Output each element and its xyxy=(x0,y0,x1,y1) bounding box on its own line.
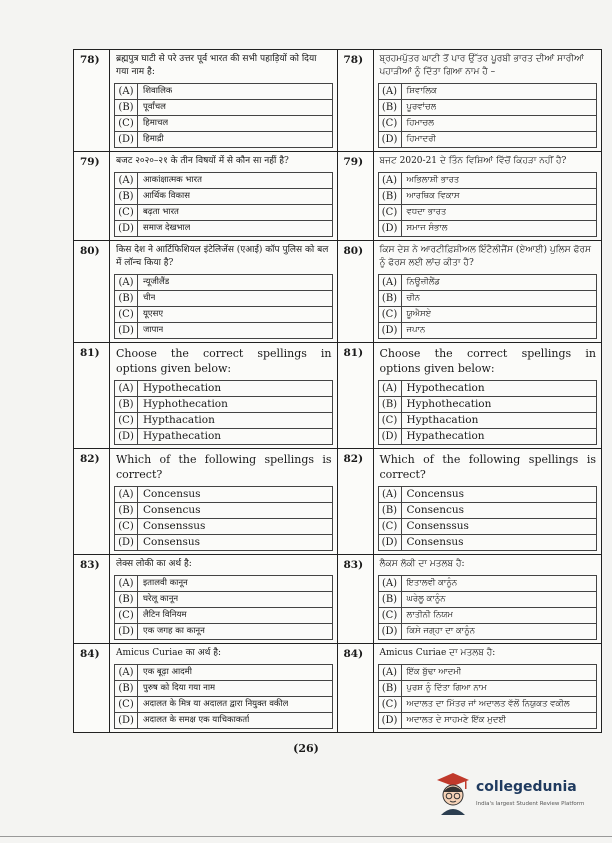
option-row xyxy=(378,189,598,205)
option-label: (B) xyxy=(115,291,138,306)
option-row xyxy=(114,413,333,429)
option-row xyxy=(114,519,333,535)
option-text: ਅਭਿਲਾਸ਼ੀ ਭਾਰਤ xyxy=(406,175,460,185)
option-row xyxy=(114,100,333,116)
question-text: किस देश ने आर्टिफिशियल इंटेलिजेंस (एआई) कॉप पुलिस को बल में लॉन्च किया है? xyxy=(116,245,329,268)
question-row xyxy=(74,343,601,449)
option-text: Hypathecation xyxy=(406,430,485,442)
option-text: Hypothecation xyxy=(406,382,485,394)
collegedunia-logo xyxy=(434,771,604,821)
option-text: जापान xyxy=(143,325,164,335)
question-punjabi xyxy=(338,152,602,240)
option-row xyxy=(114,116,333,132)
option-row xyxy=(114,323,333,339)
option-label: (D) xyxy=(115,429,138,444)
question-row xyxy=(74,50,601,152)
student-avatar-icon xyxy=(434,771,472,815)
option-text: Hypathecation xyxy=(143,430,222,442)
option-row xyxy=(114,205,333,221)
option-row xyxy=(114,535,333,551)
option-label: (A) xyxy=(115,487,138,502)
option-text: एक जगह का कानून xyxy=(143,626,205,636)
option-label: (B) xyxy=(115,189,138,204)
question-punjabi xyxy=(338,555,602,643)
option-label: (B) xyxy=(379,397,402,412)
option-text: Consensus xyxy=(406,536,464,548)
option-text: ਘਰੇਲੂ ਕਾਨੂੰਨ xyxy=(406,594,446,604)
option-text: ਸਮਾਜ ਸੰਭਾਲ xyxy=(406,223,448,233)
option-text: Concensus xyxy=(406,488,465,500)
question-hindi xyxy=(74,152,338,240)
option-text: पूर्वांचल xyxy=(143,102,166,112)
option-text: आकांक्षात्मक भारत xyxy=(143,175,202,185)
question-text: लेक्स लोकी का अर्थ है: xyxy=(116,559,192,569)
logo-tagline: India's largest Student Review Platform xyxy=(476,801,585,807)
question-punjabi xyxy=(338,449,602,554)
option-label: (A) xyxy=(115,84,138,99)
option-text: ਅਦਾਲਤ ਦੇ ਸਾਹਮਣੇ ਇੱਕ ਮੁਦਈ xyxy=(406,715,507,725)
option-text: घरेलू कानून xyxy=(143,594,179,604)
question-row xyxy=(74,555,601,644)
option-label: (A) xyxy=(379,275,402,290)
option-text: Hyphothecation xyxy=(143,398,228,410)
option-row xyxy=(378,535,598,551)
option-label: (C) xyxy=(115,205,138,220)
option-label: (D) xyxy=(379,713,402,728)
options-list xyxy=(114,575,333,640)
option-row xyxy=(114,503,333,519)
option-text: ਨਿਊਜ਼ੀਲੈਂਡ xyxy=(406,277,441,287)
option-label: (C) xyxy=(379,307,402,322)
option-label: (B) xyxy=(115,397,138,412)
option-label: (B) xyxy=(379,592,402,607)
question-hindi xyxy=(74,644,338,732)
option-row xyxy=(114,665,333,681)
option-label: (C) xyxy=(115,413,138,428)
option-label: (A) xyxy=(379,84,402,99)
options-list xyxy=(114,274,333,339)
option-text: आर्थिक विकास xyxy=(143,191,190,201)
options-list xyxy=(114,486,333,551)
question-number: 81) xyxy=(338,343,374,448)
option-label: (C) xyxy=(115,608,138,623)
option-text: ਅਦਾਲਤ ਦਾ ਮਿੱਤਰ ਜਾਂ ਅਦਾਲਤ ਵੱਲੋਂ ਨਿਯੁਕਤ ਵਕੀਲ xyxy=(406,699,570,709)
option-row xyxy=(378,697,598,713)
option-text: ਕਿਸੇ ਜਗ੍ਹਾ ਦਾ ਕਾਨੂੰਨ xyxy=(406,626,476,636)
option-label: (D) xyxy=(379,221,402,236)
option-row xyxy=(114,624,333,640)
question-number: 79) xyxy=(74,152,110,240)
logo-wordmark: collegedunia xyxy=(476,779,577,795)
option-row xyxy=(378,275,598,291)
option-row xyxy=(114,291,333,307)
option-row xyxy=(378,608,598,624)
option-row xyxy=(114,681,333,697)
option-text: Concensus xyxy=(143,488,201,500)
option-row xyxy=(114,608,333,624)
option-label: (A) xyxy=(115,665,138,680)
option-row xyxy=(114,487,333,503)
option-row xyxy=(378,576,598,592)
option-label: (A) xyxy=(379,381,402,396)
options-list xyxy=(114,172,333,237)
option-text: Hypthacation xyxy=(143,414,215,426)
question-hindi xyxy=(74,50,338,151)
options-list xyxy=(378,575,598,640)
option-text: चीन xyxy=(143,293,156,303)
option-text: ਲਾਤੀਨੀ ਨਿਯਮ xyxy=(406,610,454,620)
option-label: (C) xyxy=(115,519,138,534)
question-number: 84) xyxy=(74,644,110,732)
option-text: ਇਤਾਲਵੀ ਕਾਨੂੰਨ xyxy=(406,578,458,588)
question-text: ब्रह्मपुत्र घाटी से परे उत्तर पूर्व भारत की सभी पहाड़ियों को दिया गया नाम है: xyxy=(116,54,317,77)
option-text: ਇੱਕ ਬੁੱਢਾ ਆਦਮੀ xyxy=(406,667,462,677)
option-text: ਜਪਾਨ xyxy=(406,325,426,335)
option-text: Consencus xyxy=(406,504,465,516)
option-text: ਚੀਨ xyxy=(406,293,421,303)
option-row xyxy=(114,697,333,713)
option-text: ਆਰਥਿਕ ਵਿਕਾਸ xyxy=(406,191,460,201)
option-label: (D) xyxy=(379,624,402,639)
option-label: (D) xyxy=(379,132,402,147)
option-text: लैटिन विनियम xyxy=(143,610,187,620)
question-punjabi xyxy=(338,644,602,732)
question-text: Which of the following spellings is correct? xyxy=(379,453,596,481)
option-label: (A) xyxy=(115,576,138,591)
question-text: Amicus Curiae ਦਾ ਮਤਲਬ ਹੈ: xyxy=(379,648,496,658)
option-label: (C) xyxy=(379,519,402,534)
question-text: ਬ੍ਰਹਮਪੁੱਤਰ ਘਾਟੀ ਤੋਂ ਪਾਰ ਉੱਤਰ ਪੂਰਬੀ ਭਾਰਤ ਦੀਆਂ ਸਾਰੀਆਂ ਪਹਾੜੀਆਂ ਨੂੰ ਦਿੱਤਾ ਗਿਆ ਨਾਮ ਹੈ – xyxy=(379,54,584,77)
option-label: (A) xyxy=(379,487,402,502)
question-punjabi xyxy=(338,343,602,448)
option-row xyxy=(378,173,598,189)
option-label: (D) xyxy=(379,323,402,338)
options-list xyxy=(378,664,598,729)
option-text: यूएसए xyxy=(143,309,164,319)
option-row xyxy=(378,397,598,413)
options-list xyxy=(114,380,333,445)
option-label: (B) xyxy=(115,592,138,607)
option-label: (A) xyxy=(379,665,402,680)
option-row xyxy=(378,84,598,100)
option-text: ਵਧਦਾ ਭਾਰਤ xyxy=(406,207,447,217)
option-text: समाज देखभाल xyxy=(143,223,191,233)
option-row xyxy=(378,713,598,729)
question-text: Which of the following spellings is correct? xyxy=(116,453,332,481)
option-row xyxy=(378,221,598,237)
option-text: ਪੁਰਸ਼ ਨੂੰ ਦਿੱਤਾ ਗਿਆ ਨਾਮ xyxy=(406,683,487,693)
option-label: (C) xyxy=(115,116,138,131)
question-number: 82) xyxy=(338,449,374,554)
question-number: 78) xyxy=(338,50,374,151)
option-text: पुरुष को दिया गया नाम xyxy=(143,683,216,693)
option-label: (D) xyxy=(115,624,138,639)
question-number: 80) xyxy=(74,241,110,342)
question-text: ਲੈਕਸ ਲੋਕੀ ਦਾ ਮਤਲਬ ਹੈ: xyxy=(379,559,465,569)
option-text: Hyphothecation xyxy=(406,398,492,410)
option-label: (C) xyxy=(379,608,402,623)
option-text: ਪੂਰਵਾਂਚਲ xyxy=(406,102,437,112)
page-number: (26) xyxy=(293,742,319,755)
question-row xyxy=(74,241,601,343)
option-label: (C) xyxy=(379,116,402,131)
option-text: Consenssus xyxy=(143,520,206,532)
options-list xyxy=(378,380,598,445)
question-text: Choose the correct spellings in options given below: xyxy=(116,347,332,375)
option-row xyxy=(114,429,333,445)
question-number: 81) xyxy=(74,343,110,448)
option-row xyxy=(378,413,598,429)
question-number: 80) xyxy=(338,241,374,342)
option-text: शिवालिक xyxy=(143,86,173,96)
option-label: (A) xyxy=(115,275,138,290)
option-row xyxy=(114,189,333,205)
question-text: Amicus Curiae का अर्थ है: xyxy=(116,648,222,658)
question-row xyxy=(74,449,601,555)
question-hindi xyxy=(74,449,338,554)
option-label: (A) xyxy=(115,173,138,188)
option-row xyxy=(378,132,598,148)
option-row xyxy=(114,132,333,148)
question-number: 83) xyxy=(338,555,374,643)
option-row xyxy=(114,221,333,237)
option-label: (C) xyxy=(379,205,402,220)
option-label: (D) xyxy=(115,221,138,236)
question-hindi xyxy=(74,343,338,448)
option-row xyxy=(378,624,598,640)
option-label: (D) xyxy=(115,535,138,550)
question-row xyxy=(74,152,601,241)
option-text: Consencus xyxy=(143,504,201,516)
question-text: Choose the correct spellings in options given below: xyxy=(379,347,596,375)
option-text: Hypothecation xyxy=(143,382,222,394)
option-row xyxy=(114,173,333,189)
option-label: (C) xyxy=(115,697,138,712)
option-text: हिमाचल xyxy=(143,118,169,128)
option-text: इतालवी कानून xyxy=(143,578,188,588)
option-label: (C) xyxy=(379,413,402,428)
option-row xyxy=(378,116,598,132)
option-label: (A) xyxy=(115,381,138,396)
question-hindi xyxy=(74,555,338,643)
option-label: (B) xyxy=(379,681,402,696)
option-text: ਹਿਮਾਚਲ xyxy=(406,118,434,128)
option-label: (B) xyxy=(379,503,402,518)
question-punjabi xyxy=(338,50,602,151)
option-row xyxy=(378,323,598,339)
option-row xyxy=(378,487,598,503)
question-number: 82) xyxy=(74,449,110,554)
question-number: 83) xyxy=(74,555,110,643)
option-text: बढ़ता भारत xyxy=(143,207,179,217)
question-punjabi xyxy=(338,241,602,342)
option-row xyxy=(378,592,598,608)
option-text: अदालत के मित्र या अदालत द्वारा नियुक्त वकील xyxy=(143,699,289,709)
option-text: Consenssus xyxy=(406,520,469,532)
options-list xyxy=(114,83,333,148)
question-table xyxy=(73,49,602,733)
question-number: 79) xyxy=(338,152,374,240)
option-label: (B) xyxy=(379,291,402,306)
option-label: (B) xyxy=(379,189,402,204)
option-row xyxy=(378,291,598,307)
option-row xyxy=(378,381,598,397)
option-text: Consensus xyxy=(143,536,201,548)
options-list xyxy=(378,274,598,339)
option-label: (D) xyxy=(379,535,402,550)
option-row xyxy=(378,100,598,116)
option-row xyxy=(378,519,598,535)
option-text: ਹਿਮਾਦਰੀ xyxy=(406,134,436,144)
option-label: (D) xyxy=(115,323,138,338)
option-row xyxy=(114,84,333,100)
option-label: (C) xyxy=(379,697,402,712)
options-list xyxy=(378,172,598,237)
option-label: (D) xyxy=(379,429,402,444)
bottom-divider xyxy=(0,836,612,837)
options-list xyxy=(378,83,598,148)
option-row xyxy=(378,681,598,697)
option-text: Hypthacation xyxy=(406,414,479,426)
option-text: ਸ਼ਿਵਾਲਿਕ xyxy=(406,86,437,96)
option-label: (B) xyxy=(115,681,138,696)
option-row xyxy=(114,397,333,413)
option-row xyxy=(114,307,333,323)
option-label: (C) xyxy=(115,307,138,322)
question-text: बजट २०२०–२१ के तीन विषयों में से कौन सा नहीं है? xyxy=(116,156,289,166)
option-label: (B) xyxy=(115,100,138,115)
option-label: (D) xyxy=(115,713,138,728)
option-row xyxy=(378,665,598,681)
option-label: (B) xyxy=(115,503,138,518)
options-list xyxy=(114,664,333,729)
question-hindi xyxy=(74,241,338,342)
option-label: (A) xyxy=(379,173,402,188)
option-label: (B) xyxy=(379,100,402,115)
question-number: 78) xyxy=(74,50,110,151)
option-row xyxy=(114,381,333,397)
question-text: ਕਿਸ ਦੇਸ਼ ਨੇ ਆਰਟੀਫ਼ਿਸ਼ੀਅਲ ਇੰਟੈਲੀਜੈਂਸ (ਏਆਈ) ਪੁਲਿਸ ਫੋਰਸ ਨੂੰ ਫੋਰਸ ਲਈ ਲਾਂਚ ਕੀਤਾ ਹੈ? xyxy=(379,245,591,268)
options-list xyxy=(378,486,598,551)
option-text: ਯੂਐਸਏ xyxy=(406,309,432,319)
option-row xyxy=(114,713,333,729)
option-text: अदालत के समक्ष एक याचिकाकर्ता xyxy=(143,715,250,725)
option-label: (A) xyxy=(379,576,402,591)
option-label: (D) xyxy=(115,132,138,147)
option-text: एक बूढ़ा आदमी xyxy=(143,667,192,677)
option-row xyxy=(378,503,598,519)
option-row xyxy=(114,592,333,608)
question-row xyxy=(74,644,601,732)
question-number: 84) xyxy=(338,644,374,732)
option-row xyxy=(378,429,598,445)
question-text: ਬਜਟ 2020-21 ਦੇ ਤਿੰਨ ਵਿਸ਼ਿਆਂ ਵਿੱਚੋਂ ਕਿਹੜਾ ਨਹੀਂ ਹੈ? xyxy=(379,156,567,166)
option-row xyxy=(114,275,333,291)
option-text: न्यूजीलैंड xyxy=(143,277,170,287)
option-text: हिमाद्री xyxy=(143,134,164,144)
option-row xyxy=(378,205,598,221)
option-row xyxy=(378,307,598,323)
option-row xyxy=(114,576,333,592)
